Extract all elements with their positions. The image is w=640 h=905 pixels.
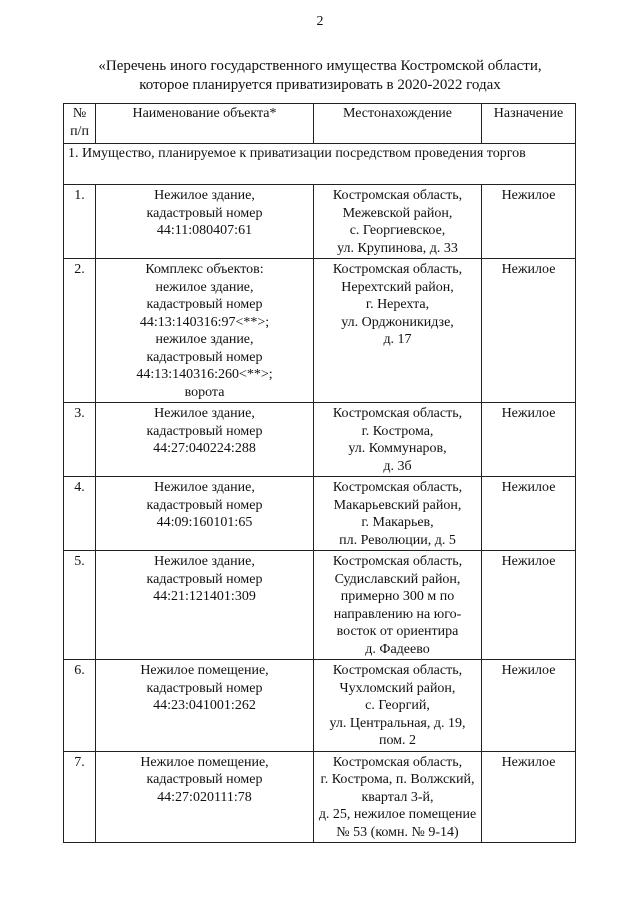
header-location: Местонахождение (314, 104, 482, 144)
object-location (314, 185, 482, 259)
object-location-line: ул. Крупинова, д. 33 (337, 240, 458, 256)
object-name (96, 185, 314, 259)
object-name-line: кадастровый номер (146, 772, 263, 787)
object-location-line: Нерехтский район, (341, 279, 454, 295)
object-name-line: ворота (184, 384, 225, 400)
property-table (63, 103, 576, 843)
object-name-line: Нежилое помещение, (140, 663, 269, 678)
object-location (314, 751, 482, 843)
row-number: 2. (64, 259, 96, 403)
object-location (314, 477, 482, 551)
header-num (64, 104, 96, 144)
title-line-1: «Перечень иного государственного имущества Костромской области, (98, 58, 542, 74)
object-location-line: Костромская область, (332, 554, 463, 569)
header-num-line: № (72, 106, 87, 121)
object-location-line: ул. Центральная, д. 19, (329, 715, 466, 731)
object-location-line: с. Георгиевское, (349, 223, 446, 238)
object-location (314, 660, 482, 752)
object-location-line: Костромская область, (332, 188, 463, 203)
object-name-line: Комплекс объектов: (145, 262, 264, 277)
object-location-line: восток от ориентира (336, 624, 459, 639)
object-name (96, 403, 314, 477)
object-name (96, 259, 314, 403)
object-location-line: г. Кострома, п. Волжский, (320, 772, 475, 787)
object-location-line: г. Нерехта, (365, 297, 430, 312)
object-name-line: кадастровый номер (146, 571, 263, 587)
table-row (64, 660, 576, 752)
object-name (96, 660, 314, 752)
table-header-row (64, 104, 576, 144)
header-name: Наименование объекта* (96, 104, 314, 144)
row-number: 3. (64, 403, 96, 477)
title-line-2: которое планируется приватизировать в 2020-2022 годах (139, 77, 501, 93)
object-name-line: кадастровый номер (146, 423, 263, 439)
object-name-line: Нежилое здание, (154, 554, 255, 569)
row-number: 5. (64, 551, 96, 660)
object-location-line: пл. Революции, д. 5 (339, 532, 456, 548)
object-location-line: Костромская область, (332, 406, 463, 421)
header-purpose: Назначение (482, 104, 576, 144)
object-name-line: 44:13:140316:260<**>; (136, 367, 273, 382)
object-name-line: Нежилое здание, (154, 480, 255, 495)
object-purpose: Нежилое (482, 477, 576, 551)
object-location-line: Костромская область, (332, 754, 463, 770)
object-location-line: примерно 300 м по (340, 589, 455, 604)
object-location-line: квартал 3-й, (361, 789, 434, 805)
object-name-line: 44:27:040224:288 (153, 441, 256, 456)
object-name (96, 751, 314, 843)
object-name-line: кадастровый номер (146, 680, 263, 696)
object-location-line: № 53 (комн. № 9-14) (336, 824, 459, 840)
object-name-line: Нежилое здание, (154, 406, 255, 421)
object-name-line: нежилое здание, (155, 332, 254, 347)
object-name-line: кадастровый номер (146, 205, 263, 221)
object-location-line: д. 17 (383, 332, 412, 347)
document-title (60, 57, 580, 95)
object-location-line: Костромская область, (332, 480, 463, 495)
object-location (314, 403, 482, 477)
object-purpose: Нежилое (482, 185, 576, 259)
object-purpose: Нежилое (482, 751, 576, 843)
object-location-line: с. Георгий, (365, 698, 430, 713)
object-name-line: кадастровый номер (146, 297, 263, 312)
table-row (64, 259, 576, 403)
object-purpose: Нежилое (482, 551, 576, 660)
row-number: 1. (64, 185, 96, 259)
object-location-line: г. Макарьев, (361, 515, 434, 530)
table-row (64, 185, 576, 259)
object-name-line: 44:27:020111:78 (157, 789, 252, 805)
table-row (64, 751, 576, 843)
object-purpose: Нежилое (482, 259, 576, 403)
object-location-line: Судиславский район, (334, 571, 461, 587)
table-row (64, 477, 576, 551)
object-location-line: Чухломский район, (339, 680, 456, 696)
object-location-line: Костромская область, (332, 262, 463, 277)
section-row (64, 144, 576, 185)
object-name (96, 551, 314, 660)
table-row (64, 551, 576, 660)
object-name-line: кадастровый номер (146, 349, 263, 365)
object-location-line: ул. Коммунаров, (348, 441, 447, 456)
object-location-line: г. Кострома, (361, 423, 434, 439)
object-name-line: нежилое здание, (155, 279, 254, 295)
row-number: 7. (64, 751, 96, 843)
object-location-line: Межевской район, (342, 205, 453, 221)
object-purpose: Нежилое (482, 660, 576, 752)
object-location-line: Костромская область, (332, 663, 463, 678)
object-location-line: д. 25, нежилое помещение (318, 807, 477, 822)
object-name-line: Нежилое здание, (154, 188, 255, 203)
object-name-line: 44:09:160101:65 (156, 515, 253, 530)
object-location-line: пом. 2 (378, 733, 417, 748)
object-location (314, 259, 482, 403)
object-name-line: Нежилое помещение, (140, 754, 269, 770)
table-row (64, 403, 576, 477)
section-title: 1. Имущество, планируемое к приватизации посредством проведения торгов (64, 144, 576, 185)
object-location-line: направлению на юго- (333, 606, 462, 622)
object-name (96, 477, 314, 551)
object-purpose: Нежилое (482, 403, 576, 477)
object-location-line: д. 3б (383, 458, 412, 474)
header-num-line: п/п (70, 123, 89, 139)
object-name-line: 44:11:080407:61 (156, 223, 253, 238)
object-name-line: 44:23:041001:262 (153, 698, 256, 713)
row-number: 6. (64, 660, 96, 752)
object-location (314, 551, 482, 660)
page-number: 2 (316, 14, 324, 29)
object-name-line: 44:21:121401:309 (153, 589, 256, 604)
row-number: 4. (64, 477, 96, 551)
object-name-line: 44:13:140316:97<**>; (139, 314, 270, 330)
object-location-line: Макарьевский район, (333, 497, 462, 513)
object-location-line: ул. Орджоникидзе, (341, 314, 454, 330)
object-name-line: кадастровый номер (146, 497, 263, 513)
object-location-line: д. Фадеево (365, 641, 430, 657)
